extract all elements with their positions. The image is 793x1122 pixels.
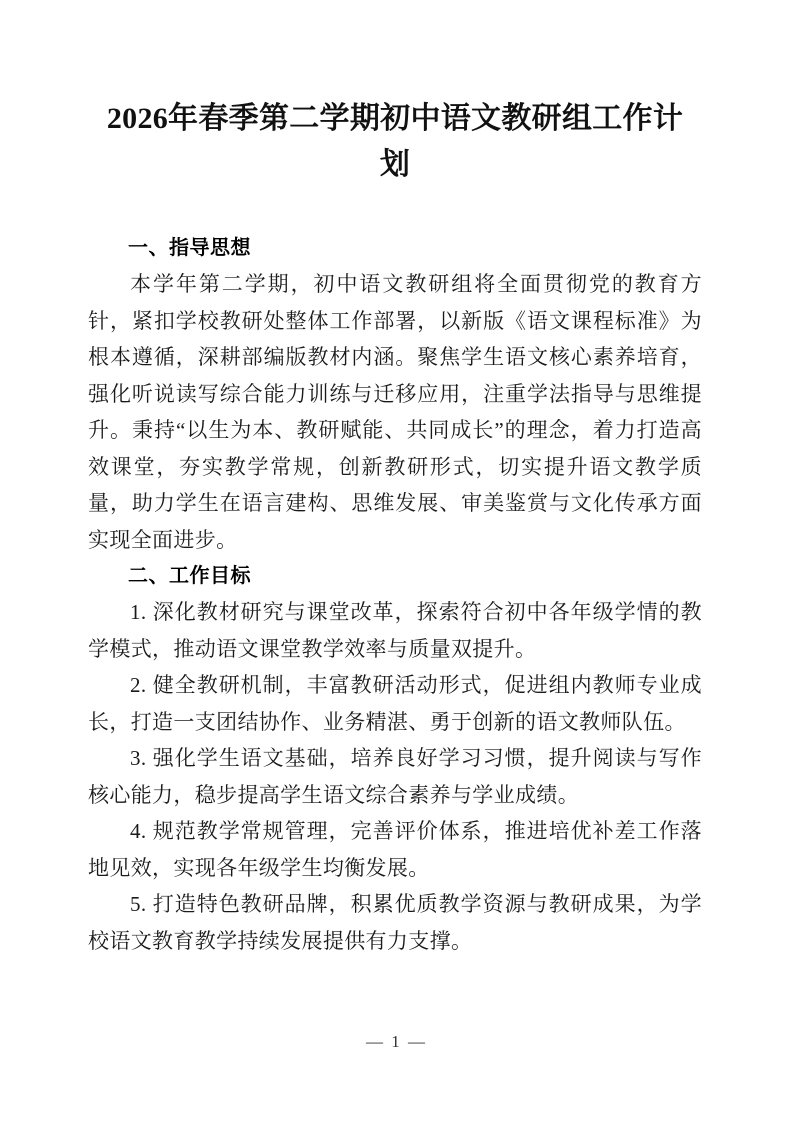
section-heading-1: 一、指导思想 [128,237,251,259]
section-2-item-1: 1. 深化教材研究与课堂改革，探索符合初中各年级学情的教学模式，推动语文课堂教学效率与质量双提升。 [88,600,702,661]
page-number-footer: — 1 — [366,1032,427,1051]
title-spacer [88,188,702,230]
page-title-text: 2026年春季第二学期初中语文教研组工作计划 [106,102,684,181]
section-2-item-2: 2. 健全教研机制，丰富教研活动形式，促进组内教师专业成长，打造一支团结协作、业务精湛、勇于创新的语文教师队伍。 [88,673,702,734]
section-2-item-5: 5. 打造特色教研品牌，积累优质教学资源与教研成果，为学校语文教育教学持续发展提供有力支撑。 [88,892,702,953]
section-2-item-3: 3. 强化学生语文基础，培养良好学习习惯，提升阅读与写作核心能力，稳步提高学生语文综合素养与学业成绩。 [88,746,702,807]
section-2-item-4: 4. 规范教学常规管理，完善评价体系，推进培优补差工作落地见效，实现各年级学生均衡发展。 [88,819,702,880]
document-content [88,96,702,959]
section-heading-2: 二、工作目标 [128,565,251,587]
section-1-paragraph-1: 本学年第二学期，初中语文教研组将全面贯彻党的教育方针，紧扣学校教研处整体工作部署，以新版《语文课程标准》为根本遵循，深耕部编版教材内涵。聚焦学生语文核心素养培育，强化听说读写综合能力训练与迁移应用，注重学法指导与思维提升。秉持“以生为本、教研赋能、共同成长”的理念，着力打造高效课堂，夯实教学常规，创新教研形式，切实提升语文教学质量，助力学生在语言建构、思维发展、审美鉴赏与文化传承方面实现全面进步。 [88,272,702,552]
page-title [88,96,702,188]
